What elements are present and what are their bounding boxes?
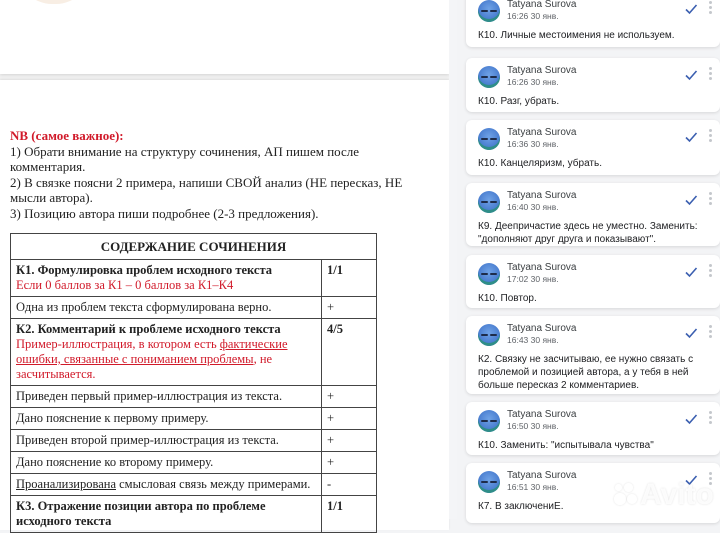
k1-note: Если 0 баллов за К1 – 0 баллов за К1–К4 (16, 278, 234, 292)
more-options-icon[interactable] (709, 325, 712, 339)
k2-title: К2. Комментарий к проблеме исходного текста (16, 322, 281, 336)
avito-logo-icon (612, 481, 638, 507)
comment-text: К10. Личные местоимения не используем. (478, 30, 675, 41)
comment-card[interactable] (466, 120, 720, 175)
notes-heading: NB (самое важное): (10, 128, 124, 143)
comment-card[interactable] (466, 402, 720, 455)
document-scrollbar[interactable] (449, 0, 457, 519)
row-text: Приведен второй пример-иллюстрация из текста. (11, 430, 322, 452)
row-mark: + (322, 408, 377, 430)
comment-author: Tatyana Surova (507, 190, 577, 201)
resolve-check-icon[interactable] (684, 130, 698, 144)
avatar (478, 410, 500, 432)
comment-card[interactable] (466, 316, 720, 394)
k3-score: 1/1 (322, 496, 377, 533)
row-mark: - (322, 474, 377, 496)
sticker-image (18, 0, 90, 4)
comment-author: Tatyana Surova (507, 323, 577, 334)
comment-text: К7. В заключениЕ. (478, 501, 564, 512)
more-options-icon[interactable] (709, 411, 712, 425)
comment-author: Tatyana Surova (507, 127, 577, 138)
k3-title: К3. Отражение позиции автора по проблеме исходного текста (11, 496, 322, 533)
comment-author: Tatyana Surova (507, 65, 577, 76)
avatar (478, 471, 500, 493)
comment-card[interactable] (466, 58, 720, 112)
notes-block (10, 128, 430, 221)
table-row (11, 430, 377, 452)
comment-time: 16:43 30 янв. (507, 335, 559, 345)
comment-author: Tatyana Surova (507, 409, 577, 420)
resolve-check-icon[interactable] (684, 2, 698, 16)
comment-time: 16:36 30 янв. (507, 139, 559, 149)
avatar (478, 324, 500, 346)
table-row (11, 297, 377, 319)
table-row-k3 (11, 496, 377, 533)
more-options-icon[interactable] (709, 192, 712, 206)
k2-note: Пример-иллюстрация, в котором есть фактические ошибки, связанные с пониманием проблемы, не засчитывается. (16, 337, 288, 381)
table-row (11, 408, 377, 430)
avatar (478, 128, 500, 150)
row-text: Одна из проблем текста сформулирована верно. (11, 297, 322, 319)
row-mark: + (322, 297, 377, 319)
previous-page (0, 0, 449, 74)
row-mark: + (322, 452, 377, 474)
comment-author: Tatyana Surova (507, 470, 577, 481)
grading-table (10, 233, 377, 533)
comment-text: К10. Повтор. (478, 293, 537, 304)
comment-time: 16:51 30 янв. (507, 482, 559, 492)
resolve-check-icon[interactable] (684, 265, 698, 279)
table-row-k2 (11, 319, 377, 386)
row-text: Дано пояснение ко второму примеру. (11, 452, 322, 474)
comment-card[interactable] (466, 255, 720, 308)
row-text: Приведен первый пример-иллюстрация из текста. (11, 386, 322, 408)
resolve-check-icon[interactable] (684, 326, 698, 340)
more-options-icon[interactable] (709, 67, 712, 81)
notes-line: 2) В связке поясни 2 примера, напиши СВОЙ анализ (НЕ пересказ, НЕ мысли автора). (10, 174, 403, 205)
table-title: СОДЕРЖАНИЕ СОЧИНЕНИЯ (11, 234, 377, 260)
comment-text: К10. Разг, убрать. (478, 96, 560, 107)
more-options-icon[interactable] (709, 264, 712, 278)
comment-author: Tatyana Surova (507, 262, 577, 273)
row-mark: + (322, 430, 377, 452)
table-row (11, 474, 377, 496)
comment-author: Tatyana Surova (507, 0, 577, 10)
notes-line: 1) Обрати внимание на структуру сочинения, АП пишем после комментария. (10, 143, 360, 174)
k1-title: К1. Формулировка проблем исходного текста (16, 263, 272, 277)
row-text: Проанализирована смысловая связь между примерами. (11, 474, 322, 496)
k1-score: 1/1 (322, 260, 377, 297)
table-row (11, 452, 377, 474)
comment-time: 16:26 30 янв. (507, 77, 559, 87)
avito-watermark: Avito (612, 478, 714, 512)
avatar (478, 0, 500, 22)
resolve-check-icon[interactable] (684, 412, 698, 426)
table-row-k1 (11, 260, 377, 297)
comment-text: К10. Канцеляризм, убрать. (478, 158, 602, 169)
comment-time: 17:02 30 янв. (507, 274, 559, 284)
avatar (478, 191, 500, 213)
avatar (478, 263, 500, 285)
comment-card[interactable] (466, 183, 720, 246)
more-options-icon[interactable] (709, 1, 712, 15)
resolve-check-icon[interactable] (684, 68, 698, 82)
row-text: Дано пояснение к первому примеру. (11, 408, 322, 430)
more-options-icon[interactable] (709, 129, 712, 143)
comment-time: 16:40 30 янв. (507, 202, 559, 212)
comment-time: 16:26 30 янв. (507, 11, 559, 21)
k2-score: 4/5 (322, 319, 377, 386)
comment-time: 16:50 30 янв. (507, 421, 559, 431)
row-mark: + (322, 386, 377, 408)
notes-line: 3) Позицию автора пиши подробнее (2-3 предложения). (10, 205, 319, 221)
comment-text: К9. Деепричастие здесь не уместно. Заменить: "дополняют друг друга и показывают". (478, 221, 698, 245)
comments-panel (460, 0, 720, 519)
table-row (11, 386, 377, 408)
resolve-check-icon[interactable] (684, 193, 698, 207)
comment-card[interactable] (466, 0, 720, 47)
comment-text: К2. Связку не засчитываю, ее нужно связать с проблемой и позицией автора, а у тебя в ней больше пересказ 2 комментариев. (478, 354, 694, 391)
comment-text: К10. Заменить: "испытывала чувства" (478, 440, 654, 451)
avatar (478, 66, 500, 88)
